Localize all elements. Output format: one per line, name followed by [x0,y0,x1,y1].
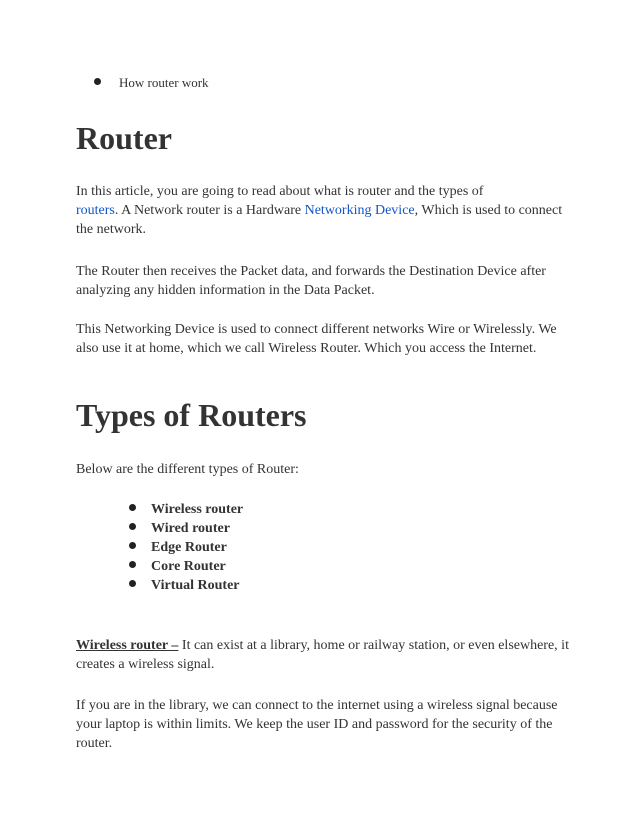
paragraph-wireless-router [76,636,571,674]
wireless-router-term: Wireless router – [76,638,179,653]
paragraph-types-intro: Below are the different types of Router: [76,462,299,477]
list-item-label: Core Router [151,559,226,574]
heading-types-of-routers: Types of Routers [76,397,307,433]
link-routers[interactable]: routers [76,203,115,218]
bullet-icon [129,561,136,568]
list-item [129,519,243,538]
list-item-label: Virtual Router [151,578,240,593]
paragraph-library: If you are in the library, we can connect to the internet using a wireless signal because your laptop is within limits. We keep the user ID and password for the security of the router. [76,698,558,751]
bullet-icon [129,542,136,549]
router-types-list [129,500,243,595]
bullet-icon [94,78,101,85]
list-item-label: Edge Router [151,540,227,555]
list-item [129,538,243,557]
list-item-label: Wired router [151,521,230,536]
link-networking-device[interactable]: Networking Device [304,203,415,218]
bullet-icon [129,580,136,587]
paragraph-packet: The Router then receives the Packet data, and forwards the Destination Device after analyzing any hidden information in the Data Packet. [76,264,546,298]
paragraph-networking-device: This Networking Device is used to connect different networks Wire or Wirelessly. We also use it at home, which we call Wireless Router. Which you access the Internet. [76,322,557,356]
intro-text-c: , Which is used to connect the network. [76,203,563,237]
heading-router: Router [76,120,172,156]
wireless-router-description: It can exist at a library, home or railway station, or even elsewhere, it creates a wireless signal. [76,638,569,672]
list-item [129,557,243,576]
bullet-icon [129,504,136,511]
list-item-label: Wireless router [151,502,244,517]
intro-text-b: . A Network router is a Hardware [114,203,305,218]
bullet-icon [129,523,136,530]
intro-text-a: In this article, you are going to read about what is router and the types of [76,184,484,199]
list-item [129,576,243,595]
list-item [129,500,243,519]
toc-list-item [94,74,209,92]
paragraph-intro [76,182,571,239]
toc-item-label: How router work [119,75,209,90]
